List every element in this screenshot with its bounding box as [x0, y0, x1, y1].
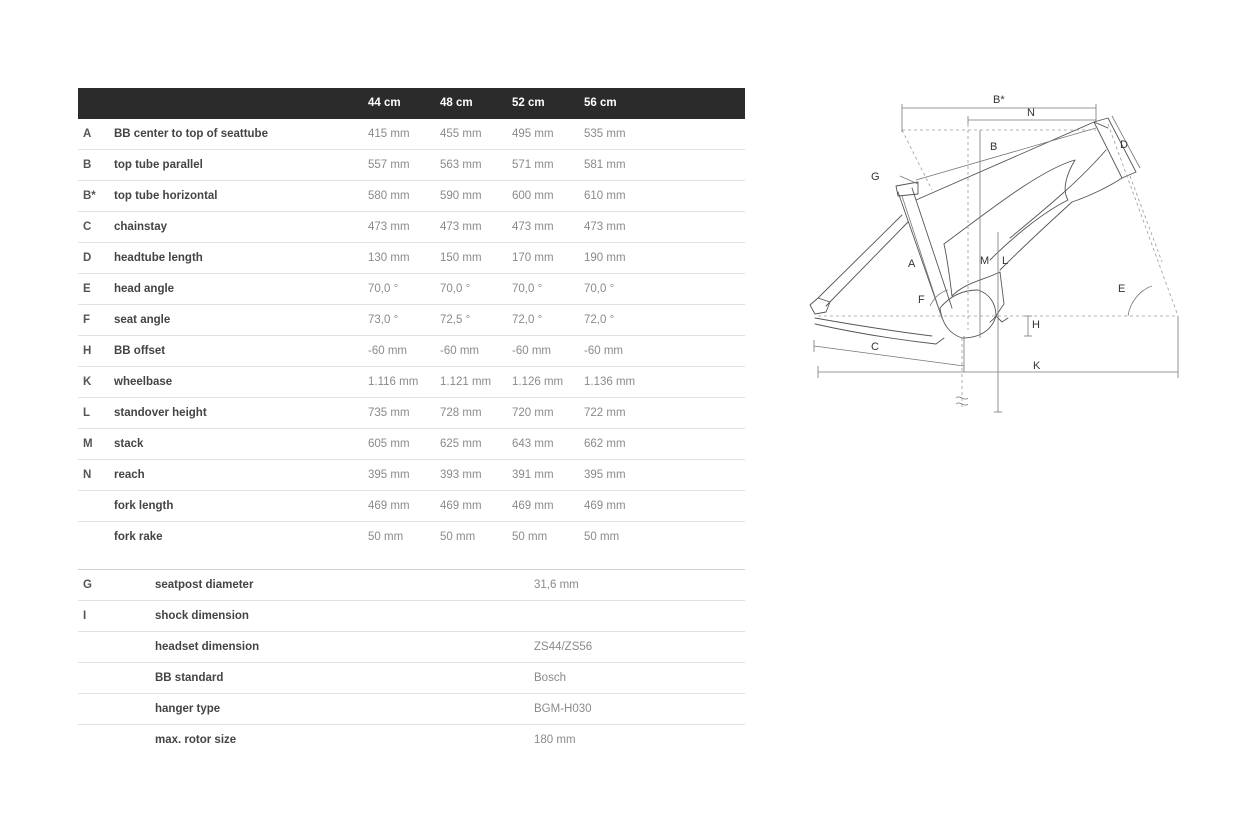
row-code: L	[83, 407, 91, 419]
row-code: B	[83, 159, 92, 171]
spec-row	[78, 663, 745, 694]
row-label: top tube horizontal	[114, 190, 218, 202]
row-value-size-1: 415 mm	[368, 128, 410, 140]
row-value-size-1: 73,0 °	[368, 314, 399, 326]
row-value-size-2: 70,0 °	[440, 283, 471, 295]
row-value-size-1: 395 mm	[368, 469, 410, 481]
label-b-star: B*	[993, 94, 1005, 106]
row-value-size-3: 391 mm	[512, 469, 554, 481]
spec-row	[78, 570, 745, 601]
row-value-size-2: -60 mm	[440, 345, 479, 357]
row-label: headtube length	[114, 252, 203, 264]
row-code: F	[83, 314, 91, 326]
row-value-size-4: 190 mm	[584, 252, 626, 264]
spec-value: BGM-H030	[534, 703, 592, 715]
row-value-size-2: 1.121 mm	[440, 376, 492, 388]
label-n: N	[1027, 107, 1035, 119]
row-value-size-2: 469 mm	[440, 500, 482, 512]
row-value-size-3: 643 mm	[512, 438, 554, 450]
row-value-size-1: 1.116 mm	[368, 376, 419, 388]
row-code: D	[83, 252, 92, 264]
geometry-row	[78, 491, 745, 522]
row-value-size-3: 1.126 mm	[512, 376, 564, 388]
spec-code: G	[83, 579, 92, 591]
row-label: fork length	[114, 500, 174, 512]
row-value-size-1: 473 mm	[368, 221, 410, 233]
geometry-row	[78, 336, 745, 367]
label-g: G	[871, 171, 880, 183]
row-value-size-4: 1.136 mm	[584, 376, 636, 388]
row-label: BB offset	[114, 345, 166, 357]
geometry-header-row	[78, 88, 745, 119]
label-f: F	[918, 294, 925, 306]
row-label: top tube parallel	[114, 159, 203, 171]
row-value-size-3: 600 mm	[512, 190, 554, 202]
geometry-row	[78, 274, 745, 305]
row-label: reach	[114, 469, 145, 481]
row-value-size-3: 70,0 °	[512, 283, 543, 295]
size-header-1: 44 cm	[368, 97, 401, 109]
row-value-size-1: 605 mm	[368, 438, 410, 450]
geometry-body	[78, 119, 745, 553]
row-value-size-4: 70,0 °	[584, 283, 615, 295]
spec-value: ZS44/ZS56	[534, 641, 593, 653]
spec-label: hanger type	[155, 703, 221, 715]
row-value-size-4: 473 mm	[584, 221, 626, 233]
frame-outline	[810, 118, 1136, 344]
row-value-size-2: 563 mm	[440, 159, 482, 171]
spec-value: 31,6 mm	[534, 579, 579, 591]
geometry-row	[78, 181, 745, 212]
row-value-size-4: 395 mm	[584, 469, 626, 481]
row-value-size-2: 150 mm	[440, 252, 482, 264]
row-value-size-3: 50 mm	[512, 531, 548, 543]
row-value-size-3: 495 mm	[512, 128, 554, 140]
label-b: B	[990, 141, 998, 153]
row-value-size-2: 455 mm	[440, 128, 482, 140]
row-label: BB center to top of seattube	[114, 128, 268, 140]
row-code: M	[83, 438, 93, 450]
row-value-size-1: 50 mm	[368, 531, 404, 543]
row-label: seat angle	[114, 314, 171, 326]
spec-label: shock dimension	[155, 610, 249, 622]
row-value-size-4: -60 mm	[584, 345, 623, 357]
row-label: stack	[114, 438, 144, 450]
row-label: chainstay	[114, 221, 168, 233]
row-code: E	[83, 283, 91, 295]
label-c: C	[871, 341, 879, 353]
row-label: wheelbase	[114, 376, 173, 388]
geometry-row	[78, 150, 745, 181]
spec-label: seatpost diameter	[155, 579, 254, 591]
label-l: L	[1002, 255, 1009, 267]
row-value-size-2: 50 mm	[440, 531, 476, 543]
spec-table	[78, 569, 745, 756]
spec-row	[78, 601, 745, 632]
label-k: K	[1033, 360, 1041, 372]
geometry-row	[78, 212, 745, 243]
geometry-row	[78, 460, 745, 491]
row-value-size-4: 469 mm	[584, 500, 626, 512]
row-value-size-3: 469 mm	[512, 500, 554, 512]
row-value-size-2: 473 mm	[440, 221, 482, 233]
row-value-size-4: 50 mm	[584, 531, 620, 543]
size-header-3: 52 cm	[512, 97, 545, 109]
row-value-size-2: 393 mm	[440, 469, 482, 481]
row-label: fork rake	[114, 531, 163, 543]
row-value-size-3: 571 mm	[512, 159, 554, 171]
spec-row	[78, 632, 745, 663]
label-d: D	[1120, 139, 1128, 151]
spec-row	[78, 694, 745, 725]
frame-geometry-diagram	[800, 88, 1190, 418]
spec-label: headset dimension	[155, 641, 260, 653]
row-label: head angle	[114, 283, 175, 295]
geometry-row	[78, 305, 745, 336]
row-value-size-2: 72,5 °	[440, 314, 471, 326]
row-value-size-2: 625 mm	[440, 438, 482, 450]
row-value-size-3: 170 mm	[512, 252, 554, 264]
geometry-row	[78, 119, 745, 150]
row-code: K	[83, 376, 92, 388]
row-label: standover height	[114, 407, 207, 419]
row-code: C	[83, 221, 92, 233]
geometry-row	[78, 367, 745, 398]
row-value-size-3: -60 mm	[512, 345, 551, 357]
row-value-size-4: 535 mm	[584, 128, 626, 140]
spec-label: BB standard	[155, 672, 224, 684]
row-value-size-3: 720 mm	[512, 407, 554, 419]
row-value-size-4: 581 mm	[584, 159, 626, 171]
row-value-size-3: 473 mm	[512, 221, 554, 233]
label-h: H	[1032, 319, 1040, 331]
row-value-size-1: 557 mm	[368, 159, 410, 171]
row-value-size-1: 70,0 °	[368, 283, 399, 295]
row-value-size-1: 735 mm	[368, 407, 410, 419]
row-value-size-4: 610 mm	[584, 190, 626, 202]
row-code: N	[83, 469, 92, 481]
row-value-size-4: 662 mm	[584, 438, 626, 450]
size-header-2: 48 cm	[440, 97, 473, 109]
geometry-row	[78, 429, 745, 460]
geometry-row	[78, 522, 745, 553]
spec-code: I	[83, 610, 87, 622]
row-code: H	[83, 345, 92, 357]
row-value-size-1: 130 mm	[368, 252, 410, 264]
row-value-size-4: 722 mm	[584, 407, 626, 419]
spec-value: Bosch	[534, 672, 566, 684]
spec-body	[78, 570, 745, 756]
label-e: E	[1118, 283, 1126, 295]
geometry-row	[78, 398, 745, 429]
diagram-labels	[871, 94, 1128, 372]
row-value-size-1: -60 mm	[368, 345, 407, 357]
label-m: M	[980, 255, 990, 267]
row-code: B*	[83, 190, 96, 202]
geometry-row	[78, 243, 745, 274]
row-value-size-2: 590 mm	[440, 190, 482, 202]
row-value-size-3: 72,0 °	[512, 314, 543, 326]
size-header-4: 56 cm	[584, 97, 617, 109]
spec-label: max. rotor size	[155, 734, 237, 746]
row-value-size-4: 72,0 °	[584, 314, 615, 326]
geometry-table	[78, 88, 745, 553]
row-value-size-1: 580 mm	[368, 190, 410, 202]
row-code: A	[83, 128, 92, 140]
label-a: A	[908, 258, 916, 270]
spec-row	[78, 725, 745, 756]
row-value-size-1: 469 mm	[368, 500, 410, 512]
spec-value: 180 mm	[534, 734, 576, 746]
row-value-size-2: 728 mm	[440, 407, 482, 419]
